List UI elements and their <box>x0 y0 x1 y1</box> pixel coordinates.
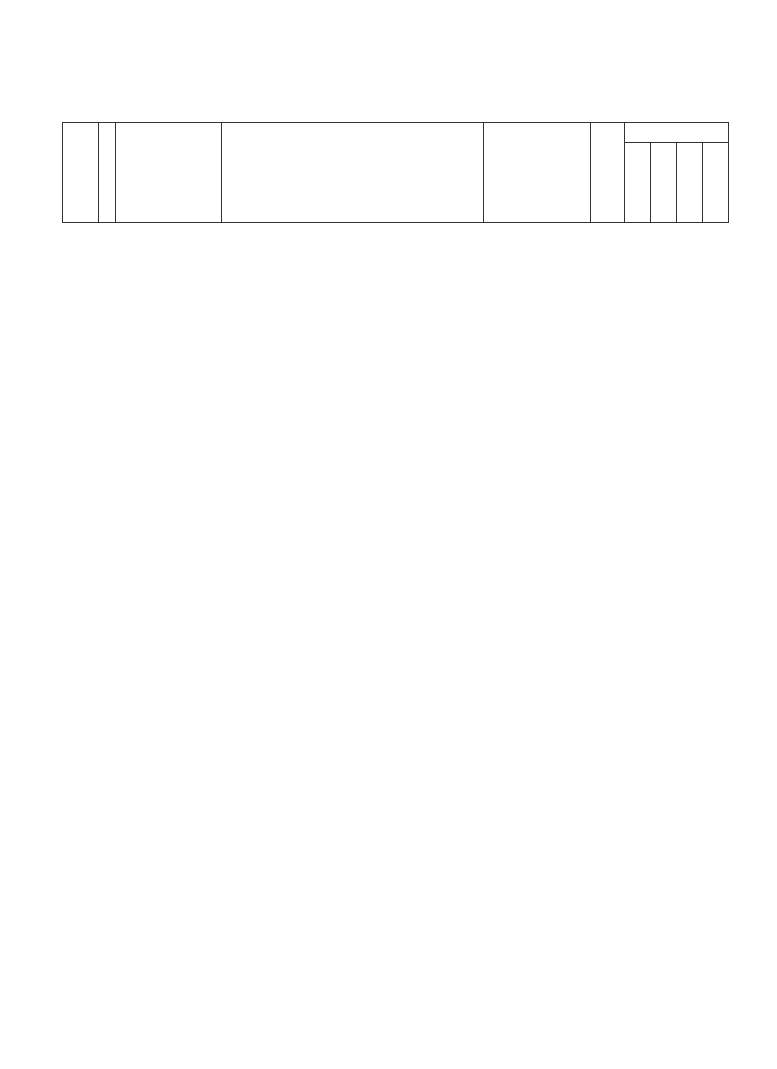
header-check-grains <box>625 143 651 223</box>
header-check-fruit <box>703 143 729 223</box>
header-check-protein <box>651 143 677 223</box>
menu-table <box>62 122 729 223</box>
header-weekday <box>99 123 116 223</box>
header-morning <box>116 123 222 223</box>
header-date <box>63 123 99 223</box>
header-afternoon <box>484 123 591 223</box>
header-check-vegetable <box>677 143 703 223</box>
header-lunch <box>222 123 484 223</box>
header-fruit <box>591 123 625 223</box>
header-check-group <box>625 123 729 143</box>
